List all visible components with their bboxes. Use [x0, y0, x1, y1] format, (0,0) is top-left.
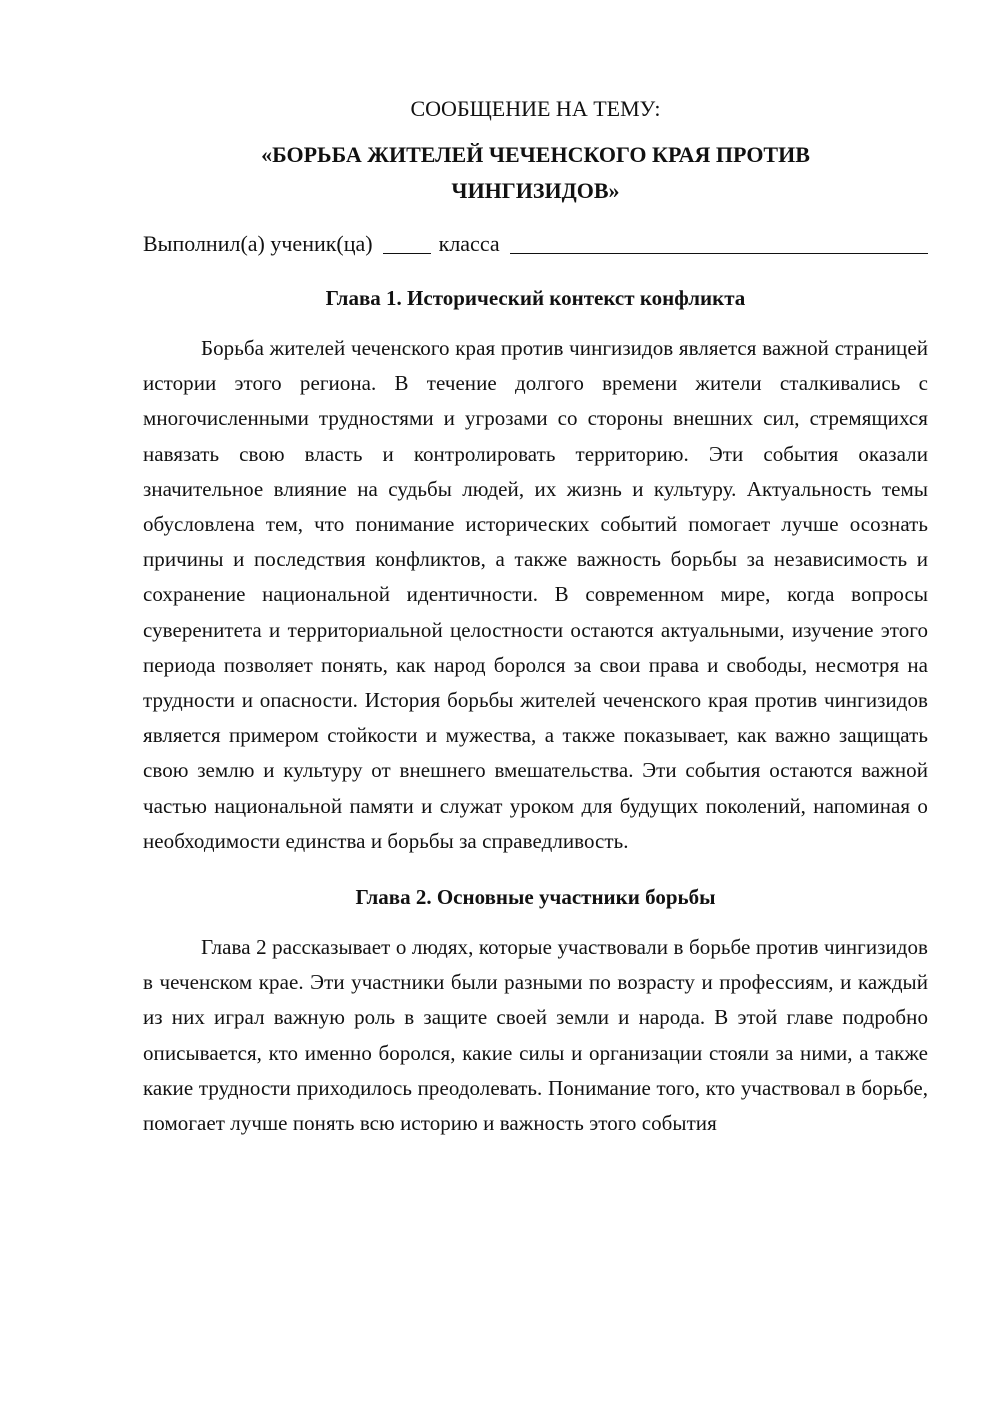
- document-title-line-1: «БОРЬБА ЖИТЕЛЕЙ ЧЕЧЕНСКОГО КРАЯ ПРОТИВ: [261, 142, 810, 167]
- document-header: [143, 92, 928, 209]
- performed-by-label: Выполнил(а) ученик(ца): [143, 231, 373, 256]
- student-name-blank-line: [510, 231, 928, 254]
- student-info-line: [143, 228, 928, 260]
- document-page: [143, 92, 928, 1141]
- chapter-2-paragraph: Глава 2 рассказывает о людях, которые участвовали в борьбе против чингизидов в чеченском крае. Эти участники были разными по возрасту и профессиям, и каждый из них играл важную роль в защите своей земли и народа. В этой главе подробно описывается, кто именно боролся, какие силы и организации стояли за ними, а также какие трудности приходилось преодолевать. Понимание того, кто участвовал в борьбе, помогает лучше понять всю историю и важность этого события: [143, 935, 928, 1136]
- chapter-1-title: Глава 1. Исторический контекст конфликта: [325, 286, 746, 310]
- document-title-line-2: ЧИНГИЗИДОВ»: [451, 178, 620, 203]
- chapter-1-paragraph: Борьба жителей чеченского края против чингизидов является важной страницей истории этого региона. В течение долгого времени жители сталкивались с многочисленными трудностями и угрозами со стороны внешних сил, стремящихся навязать свою власть и контролировать территорию. Эти события оказали значительное влияние на судьбы людей, их жизнь и культуру. Актуальность темы обусловлена тем, что понимание исторических событий помогает лучше осознать причины и последствия конфликтов, а также важность борьбы за независимость и сохранение национальной идентичности. В современном мире, когда вопросы суверенитета и территориальной целостности остаются актуальными, изучение этого периода позволяет понять, как народ боролся за свои права и свободы, несмотря на трудности и опасности. История борьбы жителей чеченского края против чингизидов является примером стойкости и мужества, а также показывает, как важно защищать свою землю и культуру от внешнего вмешательства. Эти события остаются важной частью национальной памяти и служат уроком для будущих поколений, напоминая о необходимости единства и борьбы за справедливость.: [143, 336, 928, 853]
- grade-blank-line: [383, 231, 431, 254]
- message-topic-heading: СООБЩЕНИЕ НА ТЕМУ:: [410, 96, 661, 121]
- class-label: класса: [438, 231, 500, 256]
- document-title: [143, 137, 928, 209]
- chapter-1: [143, 282, 928, 859]
- chapter-2-title: Глава 2. Основные участники борьбы: [355, 885, 716, 910]
- chapter-2: [143, 881, 928, 1141]
